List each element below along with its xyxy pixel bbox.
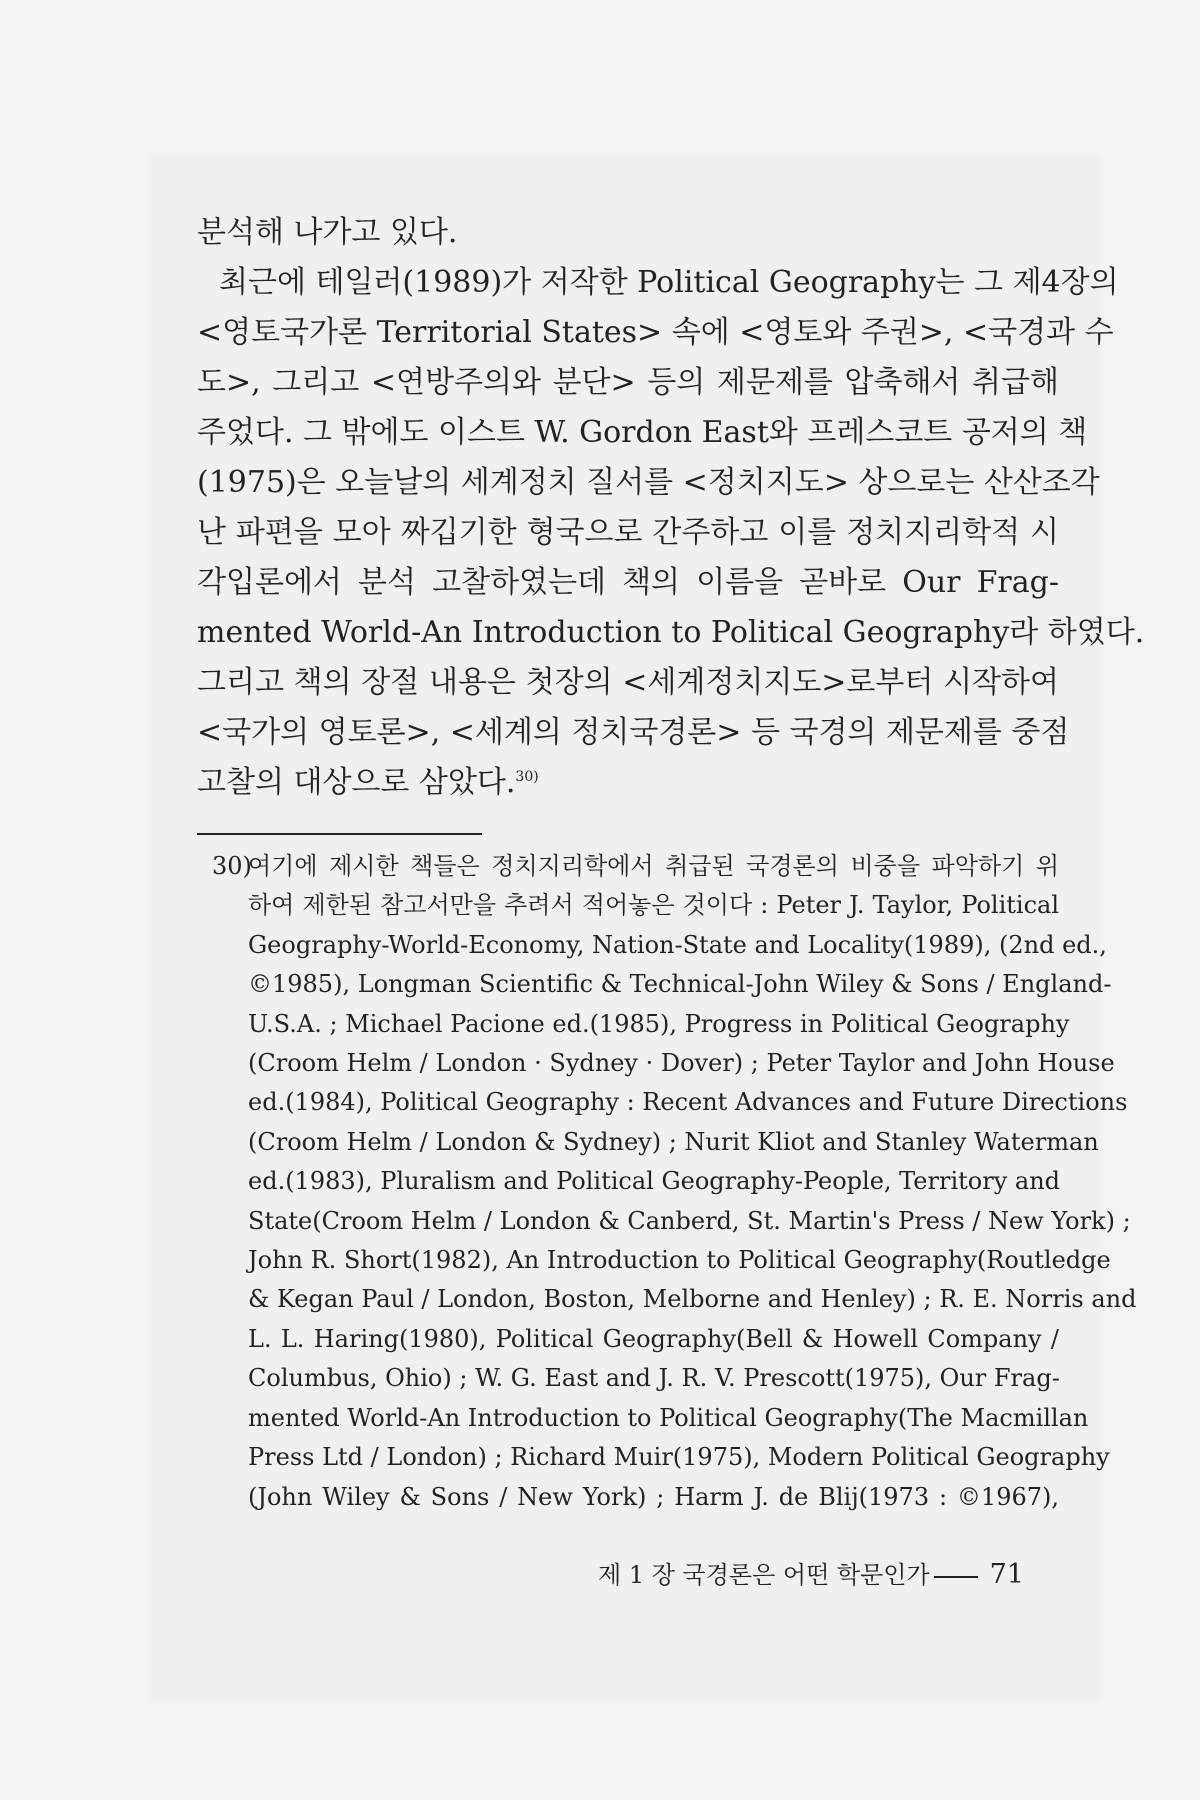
page-footer	[598, 1560, 1024, 1590]
footnote-line: ed.(1984), Political Geography : Recent Advances and Future Directions	[248, 1088, 1128, 1117]
footnote-line: L. L. Haring(1980), Political Geography(Bell & Howell Company /	[248, 1324, 1059, 1353]
footnote-line: Columbus, Ohio) ; W. G. East and J. R. V. Prescott(1975), Our Frag-	[248, 1364, 1060, 1393]
body-line: 분석해 나가고 있다.	[197, 215, 458, 250]
body-line: 도>, 그리고 <연방주의와 분단> 등의 제문제를 압축해서 취급해	[197, 365, 1059, 400]
footer-dash	[934, 1576, 978, 1578]
footnote-reference[interactable]: 30)	[515, 769, 539, 785]
body-line: mented World-An Introduction to Political Geography라 하였다.	[197, 615, 1145, 650]
footnote-line: U.S.A. ; Michael Pacione ed.(1985), Progress in Political Geography	[248, 1009, 1070, 1038]
footnote-line: (John Wiley & Sons / New York) ; Harm J. de Blij(1973 : ©1967),	[248, 1482, 1059, 1511]
footnote-line: mented World-An Introduction to Political Geography(The Macmillan	[248, 1403, 1089, 1432]
body-line: 주었다. 그 밖에도 이스트 W. Gordon East와 프레스코트 공저의 책	[197, 415, 1088, 450]
footnote-divider	[197, 833, 482, 835]
footnote-line: (Croom Helm / London · Sydney · Dover) ; Peter Taylor and John House	[248, 1049, 1115, 1078]
body-line: <국가의 영토론>, <세계의 정치국경론> 등 국경의 제문제를 중점	[197, 715, 1070, 750]
footnote-number: 30)	[212, 852, 252, 880]
footnote-line: 여기에 제시한 책들은 정치지리학에서 취급된 국경론의 비중을 파악하기 위	[248, 852, 1059, 880]
footnote-line: & Kegan Paul / London, Boston, Melborne and Henley) ; R. E. Norris and	[248, 1285, 1137, 1314]
footnote-line: John R. Short(1982), An Introduction to Political Geography(Routledge	[248, 1246, 1111, 1275]
page-number: 71	[989, 1559, 1024, 1590]
running-chapter-title: 제 1 장 국경론은 어떤 학문인가	[598, 1561, 930, 1589]
body-line-text: 고찰의 대상으로 삼았다.	[197, 765, 516, 800]
body-line: (1975)은 오늘날의 세계정치 질서를 <정치지도> 상으로는 산산조각	[197, 465, 1100, 500]
body-text	[197, 208, 1145, 808]
footnote-line: ©1985), Longman Scientific & Technical-John Wiley & Sons / England-	[248, 970, 1112, 999]
footnote	[212, 847, 1137, 1517]
body-line: 최근에 테일러(1989)가 저작한 Political Geography는 그 제4장의	[219, 265, 1119, 300]
footnote-line: (Croom Helm / London & Sydney) ; Nurit Kliot and Stanley Waterman	[248, 1127, 1099, 1156]
footnote-line: ed.(1983), Pluralism and Political Geography-People, Territory and	[248, 1167, 1061, 1196]
body-line-last	[197, 758, 1059, 808]
body-line: 그리고 책의 장절 내용은 첫장의 <세계정치지도>로부터 시작하여	[197, 665, 1059, 700]
footnote-line: Press Ltd / London) ; Richard Muir(1975), Modern Political Geography	[248, 1443, 1110, 1472]
footnote-line: Geography-World-Economy, Nation-State and Locality(1989), (2nd ed.,	[248, 930, 1107, 959]
footnote-line: State(Croom Helm / London & Canberd, St. Martin's Press / New York) ;	[248, 1206, 1131, 1235]
body-line: 각입론에서 분석 고찰하였는데 책의 이름을 곧바로 Our Frag-	[197, 565, 1059, 600]
footnote-line: 하여 제한된 참고서만을 추려서 적어놓은 것이다 : Peter J. Taylor, Political	[248, 891, 1059, 920]
body-line: <영토국가론 Territorial States> 속에 <영토와 주권>, <국경과 수	[197, 315, 1114, 350]
body-line: 난 파편을 모아 짜깁기한 형국으로 간주하고 이를 정치지리학적 시	[197, 515, 1059, 550]
